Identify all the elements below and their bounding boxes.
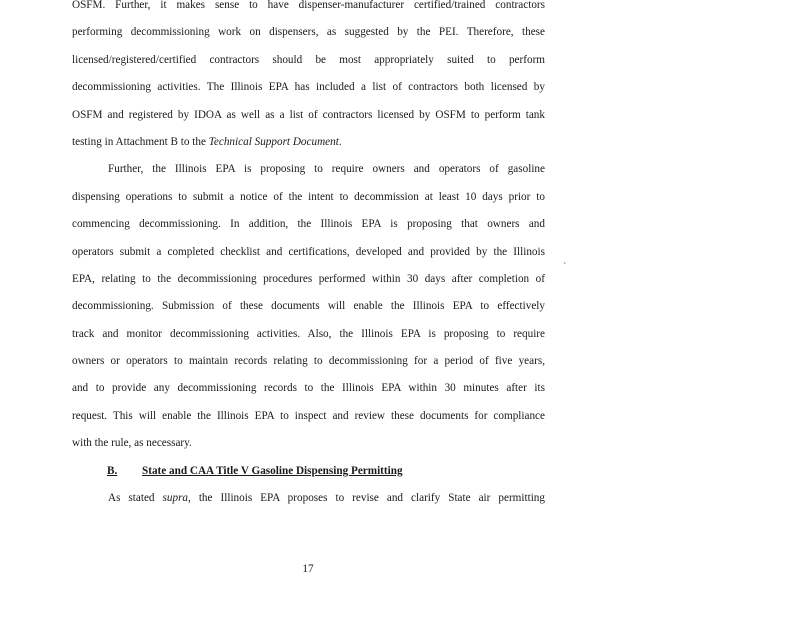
text-fragment: , the Illinois EPA proposes to revise and clarify State air permitting — [188, 492, 545, 505]
text-line: OSFM and registered by IDOA as well as a list of contractors licensed by OSFM to perform tank — [72, 108, 545, 121]
text-fragment: testing in Attachment B to the — [72, 135, 209, 148]
document-title-italic: Technical Support Document — [208, 135, 339, 148]
text-line: OSFM. Further, it makes sense to have dispenser-manufacturer certified/trained contractors — [72, 0, 545, 11]
text-line: dispensing operations to submit a notice of the intent to decommission at least 10 days prior to — [72, 190, 545, 203]
text-line: track and monitor decommissioning activities. Also, the Illinois EPA is proposing to require — [72, 327, 545, 340]
text-fragment: . — [338, 135, 342, 148]
text-line — [72, 485, 545, 512]
text-line: owners or operators to maintain records relating to decommissioning for a period of five years, — [72, 355, 545, 368]
section-letter: B. — [107, 464, 118, 477]
section-title: State and CAA Title V Gasoline Dispensing Permitting — [142, 464, 403, 477]
text-line: decommissioning activities. The Illinois EPA has included a list of contractors both licensed by — [72, 81, 545, 94]
text-line: Further, the Illinois EPA is proposing to require owners and operators of gasoline — [108, 163, 545, 176]
text-line: request. This will enable the Illinois EPA to inspect and review these documents for compliance — [72, 409, 545, 422]
text-line: commencing decommissioning. In addition, the Illinois EPA is proposing that owners and — [72, 218, 545, 231]
text-line — [72, 129, 545, 156]
text-line: and to provide any decommissioning records to the Illinois EPA within 30 minutes after its — [72, 382, 545, 395]
section-heading — [72, 458, 545, 485]
text-line: performing decommissioning work on dispensers, as suggested by the PEI. Therefore, these — [72, 26, 545, 39]
text-line: operators submit a completed checklist and certifications, developed and provided by the Illinois — [72, 245, 545, 258]
text-line: EPA, relating to the decommissioning procedures performed within 30 days after completion of — [72, 272, 545, 285]
latin-term-italic: supra — [162, 492, 189, 505]
text-line: licensed/registered/certified contractors should be most appropriately suited to perform — [72, 53, 545, 66]
paragraph-permitting — [72, 485, 545, 512]
paragraph-notice-and-records — [72, 156, 545, 457]
page-number: 17 — [302, 563, 314, 575]
stray-mark: ` — [563, 262, 567, 273]
text-fragment: As stated — [108, 492, 163, 505]
body-text — [72, 0, 545, 512]
paragraph-decommissioning-contractors — [72, 0, 545, 156]
text-line: with the rule, as necessary. — [72, 437, 192, 450]
text-line: decommissioning. Submission of these documents will enable the Illinois EPA to effectively — [72, 300, 545, 313]
